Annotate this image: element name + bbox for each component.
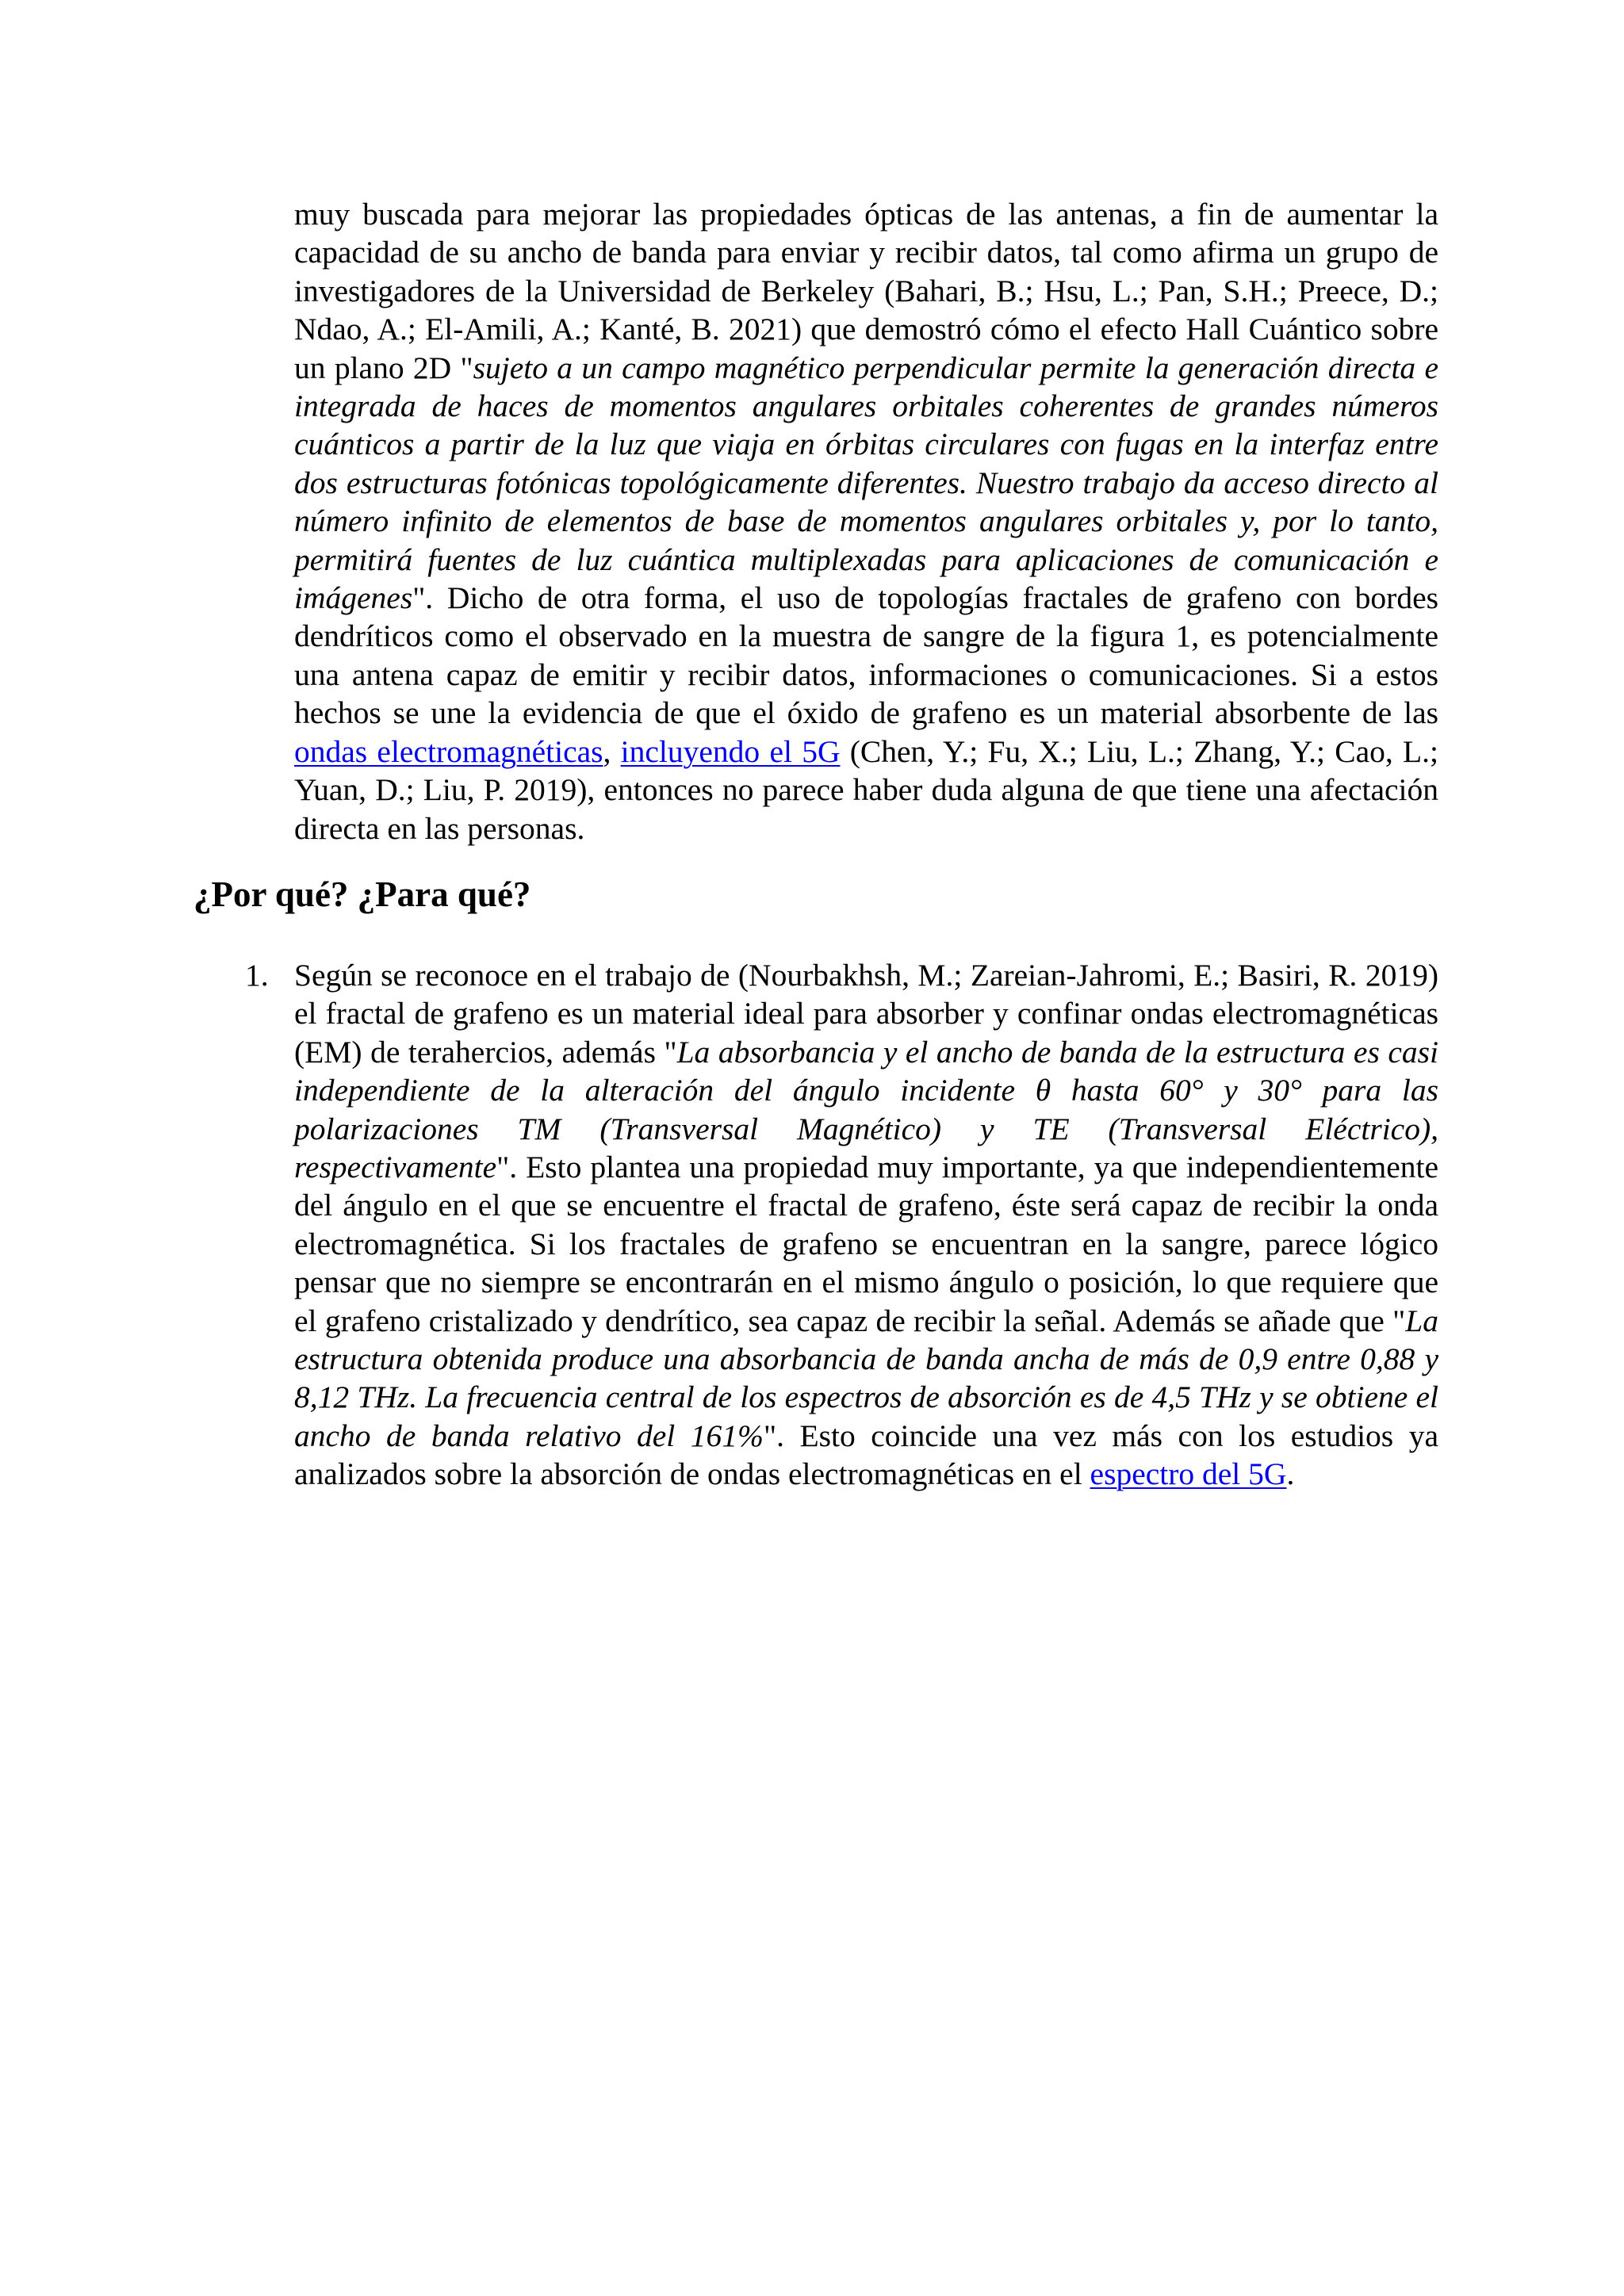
list-item-text: Según se reconoce en el trabajo de (Nourbakhsh, M.; Zareian-Jahromi, E.; Basiri, R. 2019) el fractal de grafeno es un material ideal para absorber y confinar ondas electromagnéticas (EM) de terahercios, además " <box>294 958 1438 1070</box>
body-paragraph <box>294 195 1438 848</box>
quote-text: sujeto a un campo magnético perpendicular permite la generación directa e integrada de haces de momentos angulares orbitales coherentes de grandes números cuánticos a partir de la luz que viaja en órbitas circulares con fugas en la interfaz entre dos estructuras fotónicas topológicamente diferentes. Nuestro trabajo da acceso directo al número infinito de elementos de base de momentos angulares orbitales y, por lo tanto, permitirá fuentes de luz cuántica multiplexadas para aplicaciones de comunicación e imágenes <box>294 350 1439 616</box>
paragraph-text: ". Dicho de otra forma, el uso de topologías fractales de grafeno con bordes dendríticos como el observado en la muestra de sangre de la figura 1, es potencialmente una antena capaz de emitir y recibir datos, informaciones o comunicaciones. Si a estos hechos se une la evidencia de que el óxido de grafeno es un material absorbente de las <box>294 580 1438 731</box>
list-item-number: 1. <box>245 958 269 993</box>
quote-text: La absorbancia y el ancho de banda de la estructura es casi independiente de la alteración del ángulo incidente θ hasta 60° y 30° para las polarizaciones TM (Transversal Magnético) y TE (Transversal Eléctrico), respectivamente <box>294 1034 1438 1185</box>
quote-text: La estructura obtenida produce una absorbancia de banda ancha de más de 0,9 entre 0,88 y 8,12 THz. La frecuencia central de los espectros de absorción es de 4,5 THz y se obtiene el ancho de banda relativo del 161% <box>294 1303 1438 1453</box>
section-heading: ¿Por qué? ¿Para qué? <box>193 874 531 914</box>
list-item-text: ". Esto coincide una vez más con los estudios ya analizados sobre la absorción de ondas electromagnéticas en el <box>294 1418 1438 1492</box>
link-incluyendo-5g[interactable]: incluyendo el 5G <box>620 733 841 769</box>
paragraph-text: muy buscada para mejorar las propiedades ópticas de las antenas, a fin de aumentar la capacidad de su ancho de banda para enviar y recibir datos, tal como afirma un grupo de investigadores de la Universidad de Berkeley (Bahari, B.; Hsu, L.; Pan, S.H.; Preece, D.; Ndao, A.; El-Amili, A.; Kanté, B. 2021) que demostró cómo el efecto Hall Cuántico sobre un plano 2D " <box>294 197 1438 385</box>
list-item-text: . <box>1286 1456 1295 1492</box>
link-ondas-electromagneticas[interactable]: ondas electromagnéticas <box>294 733 603 769</box>
paragraph-text: (Chen, Y.; Fu, X.; Liu, L.; Zhang, Y.; Cao, L.; Yuan, D.; Liu, P. 2019), entonces no parece haber duda alguna de que tiene una afectación directa en las personas. <box>294 733 1439 846</box>
link-espectro-5g[interactable]: espectro del 5G <box>1090 1456 1287 1492</box>
paragraph-text: , <box>603 733 621 769</box>
list-item-text: ". Esto plantea una propiedad muy importante, ya que independientemente del ángulo en el que se encuentre el fractal de grafeno, éste será capaz de recibir la onda electromagnética. Si los fractales de grafeno se encuentran en la sangre, parece lógico pensar que no siempre se encontrarán en el mismo ángulo o posición, lo que requiere que el grafeno cristalizado y dendrítico, sea capaz de recibir la señal. Además se añade que " <box>294 1150 1438 1338</box>
list-item-body <box>294 956 1438 1494</box>
